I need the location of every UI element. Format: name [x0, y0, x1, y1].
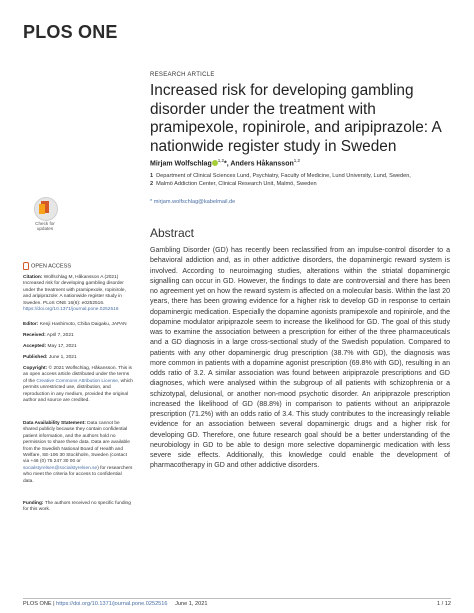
- logo-one: ONE: [78, 22, 118, 42]
- footer-divider: [23, 598, 451, 599]
- article-type: RESEARCH ARTICLE: [150, 72, 215, 78]
- received-date: Received: April 7, 2021: [23, 333, 74, 338]
- corresponding-email[interactable]: * mirjam.wolfschlag@kabelmail.de: [150, 199, 236, 205]
- open-lock-icon: [23, 262, 29, 270]
- footer-journal: PLOS ONE: [23, 601, 52, 607]
- abstract-heading: Abstract: [150, 226, 195, 240]
- affiliation-2: 2 Malmö Addiction Center, Clinical Research Unit, Malmö, Sweden: [150, 181, 317, 187]
- funding-block: Funding: The authors received no specific funding for this work.: [23, 501, 131, 513]
- data-availability-block: Data Availability Statement: Data cannot be shared publicly because they contain confidential patient information, and the authors hold no permission to share these data. Data are available from the Swedish National Board of Health and Welfare, SE-106 30 Stockholm, Sweden (contact via +46 (0) 75 247 30 00 or socialstyrelsen@socialstyrelsen.se) for researchers who meet the criteria for access to confidential data.: [23, 421, 133, 484]
- citation-block: Citation: Wolfschlag M, Håkansson A (2021) Increased risk for developing gambling disorder under the treatment with pramipexole, ropinirole, and aripiprazole: A nationwide register study in Sweden. PLoS ONE 16(6): e0252516. https://doi.org/10.1371/journal.pone.0252516: [23, 275, 126, 313]
- affiliations: [150, 172, 450, 188]
- footer-doi-link[interactable]: https://doi.org/10.1371/journal.pone.0252516: [56, 601, 168, 607]
- corresponding-mark: *,: [223, 160, 231, 168]
- author-2-affil: 1,2: [293, 158, 301, 163]
- affiliation-1: 1 Department of Clinical Sciences Lund, Psychiatry, Faculty of Medicine, Lund University, Lund, Sweden,: [150, 173, 411, 179]
- copyright-block: Copyright: © 2021 Wolfschlag, Håkansson. This is an open access article distributed under the terms of the Creative Commons Attribution License, which permits unrestricted use, distribution, and reproduction in any medium, provided the original author and source are credited.: [23, 366, 133, 404]
- check-for-updates-badge[interactable]: [30, 197, 60, 235]
- badge-label: Check for updates: [35, 221, 55, 232]
- open-access-label: OPEN ACCESS: [23, 262, 71, 270]
- bookmark-accent-icon: [39, 204, 45, 214]
- logo-plos: PLOS: [23, 22, 73, 42]
- author-1[interactable]: Mirjam Wolfschlag: [150, 160, 212, 168]
- citation-doi-link[interactable]: https://doi.org/10.1371/journal.pone.0252516: [23, 307, 119, 313]
- accepted-date: Accepted: May 17, 2021: [23, 344, 77, 349]
- page-number: 1 / 12: [437, 601, 451, 607]
- data-contact-email-link[interactable]: socialstyrelsen@socialstyrelsen.se: [23, 465, 98, 471]
- editor-block: Editor: Kenji Hashimoto, Chiba Daigaku, JAPAN: [23, 322, 127, 327]
- abstract-body: Gambling Disorder (GD) has recently been reclassified from an impulse-control disorder to a behavioral addiction and, as in other addictive disorders, the dopaminergic reward system is involved. According to neuroimaging studies, alterations within the striatal dopaminergic signalling can occur in GD. However, the findings to date are controversial and there has been no agreement yet on how the reward system is affected on a molecular basis. Within the last 20 years, there has been growing evidence for a higher risk to develop GD in response to certain dopaminergic medication. Especially the dopamine agonists pramipexole and ropinirole, and the dopamine modulator aripiprazole seem to increase the likelihood for GD. The goal of this study was to examine the association between a prescription for either of the three pharmaceuticals and a GD diagnosis in a large cross-sectional study of the Swedish population. Compared to patients with any other dopaminergic drug prescription (38.7% with GD), the diagnosis was more common in patients with a dopamine agonist prescription (69.8% with GD), resulting in an odds ratio of 3.2. A similar association was found between aripiprazole prescriptions and GD diagnoses, which were analysed within the subgroup of all patients with schizophrenia or a schizotypal, delusional, or another non-mood psychotic disorder. An aripiprazole prescription increased the likelihood of GD (88.8%) in comparison to patients without an aripiprazole prescription (71.2%) with an odds ratio of 3.4. This study contributes to the increasingly reliable evidence for an association between several dopaminergic drugs and a higher risk for developing GD. Therefore, one future research goal should be a better understanding of the neurobiology in GD to be able to design more selective dopaminergic medication with less severe side effects. Additionally, this knowledge could enable the development of pharmacotherapy in GD and other addictive disorders.: [150, 247, 450, 470]
- author-1-affil: 1,2: [217, 158, 224, 163]
- author-2[interactable]: Anders Håkansson: [230, 160, 294, 168]
- journal-logo: [23, 22, 118, 43]
- page-footer: PLOS ONE | https://doi.org/10.1371/journal.pone.0252516 June 1, 2021 1 / 12: [23, 601, 451, 607]
- author-list: [150, 158, 300, 167]
- published-date: Published: June 1, 2021: [23, 355, 77, 360]
- article-title: Increased risk for developing gambling disorder under the treatment with pramipexole, ropinirole, and aripiprazole: A nationwide register study in Sweden: [150, 82, 441, 155]
- cc-license-link[interactable]: Creative Commons Attribution License,: [36, 378, 120, 384]
- footer-date: June 1, 2021: [175, 601, 208, 607]
